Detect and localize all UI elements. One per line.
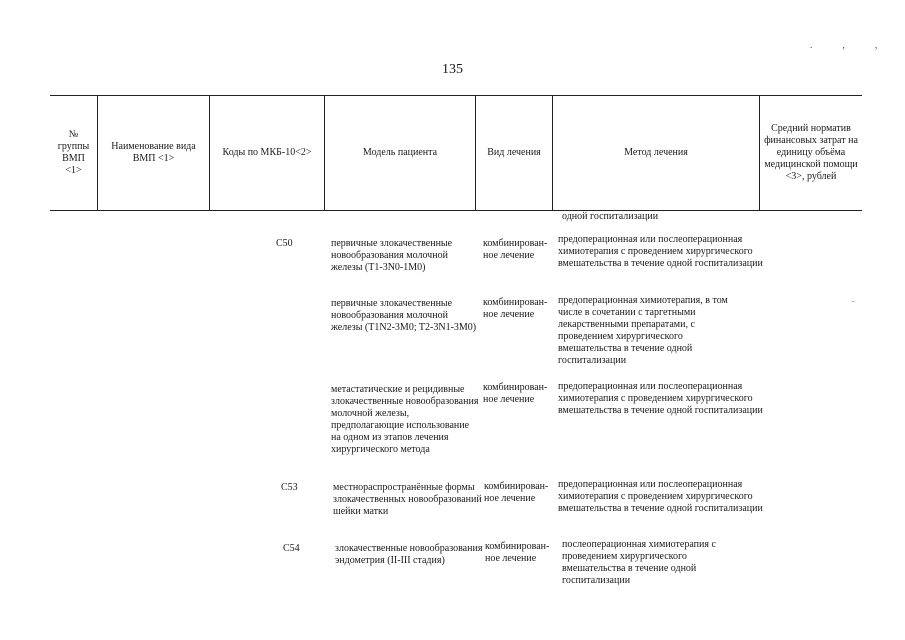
continuation-text: одной госпитализации <box>562 211 659 222</box>
treatment-method: предоперационная химиотерапия, в том числе в сочетании с таргетными лекарственными препаратами, с проведением хирургического вмешательства в течение одной госпитализации <box>558 295 728 366</box>
patient-model: местнораспространённые формы злокачественных новообразований шейки матки <box>333 482 482 517</box>
treatment-type: комбинирован-ное лечение <box>483 238 548 261</box>
scan-dot: . <box>852 294 855 304</box>
patient-model: метастатические и рецидивные злокачественные новообразования молочной железы, предполагающие использование на одном из этапов лечения хирургического метода <box>331 384 479 455</box>
icd-code: C50 <box>276 238 293 249</box>
treatment-type: комбинирован-ное лечение <box>483 297 548 320</box>
treatment-method: предоперационная или послеоперационная химиотерапия с проведением хирургического вмешательства в течение одной госпитализации <box>558 381 763 416</box>
patient-model: первичные злокачественные новообразования молочной железы (T1-3N0-1M0) <box>331 238 453 273</box>
icd-code: C54 <box>283 543 300 554</box>
patient-model: злокачественные новообразования эндометрия (II-III стадия) <box>335 543 483 566</box>
treatment-method: послеоперационная химиотерапия с проведением хирургического вмешательства в течение одной госпитализации <box>562 539 716 586</box>
patient-model: первичные злокачественные новообразования молочной железы (T1N2-3M0; T2-3N1-3M0) <box>331 298 477 333</box>
treatment-method: предоперационная или послеоперационная химиотерапия с проведением хирургического вмешательства в течение одной госпитализации <box>558 479 763 514</box>
treatment-method: предоперационная или послеоперационная химиотерапия с проведением хирургического вмешательства в течение одной госпитализации <box>558 234 763 269</box>
header-cost-norm: Средний норматив финансовых затрат на единицу объёма медицинской помощи <3>, рублей <box>764 123 858 182</box>
icd-code: C53 <box>281 482 298 493</box>
treatment-type: комбинирован-ное лечение <box>484 481 549 504</box>
header-patient-model: Модель пациента <box>362 147 438 158</box>
scan-marks: . , , <box>810 40 892 50</box>
treatment-type: комбинирован-ное лечение <box>485 541 550 564</box>
header-group-number: № группы ВМП <1> <box>57 129 90 176</box>
page-number: 135 <box>442 62 463 77</box>
header-icd-codes: Коды по МКБ-10<2> <box>222 147 312 158</box>
table-header <box>50 95 862 211</box>
header-treatment-type: Вид лечения <box>487 147 541 158</box>
treatment-type: комбинирован-ное лечение <box>483 382 548 405</box>
header-treatment-method: Метод лечения <box>624 147 688 158</box>
header-vmp-name: Наименование вида ВМП <1> <box>111 141 196 164</box>
